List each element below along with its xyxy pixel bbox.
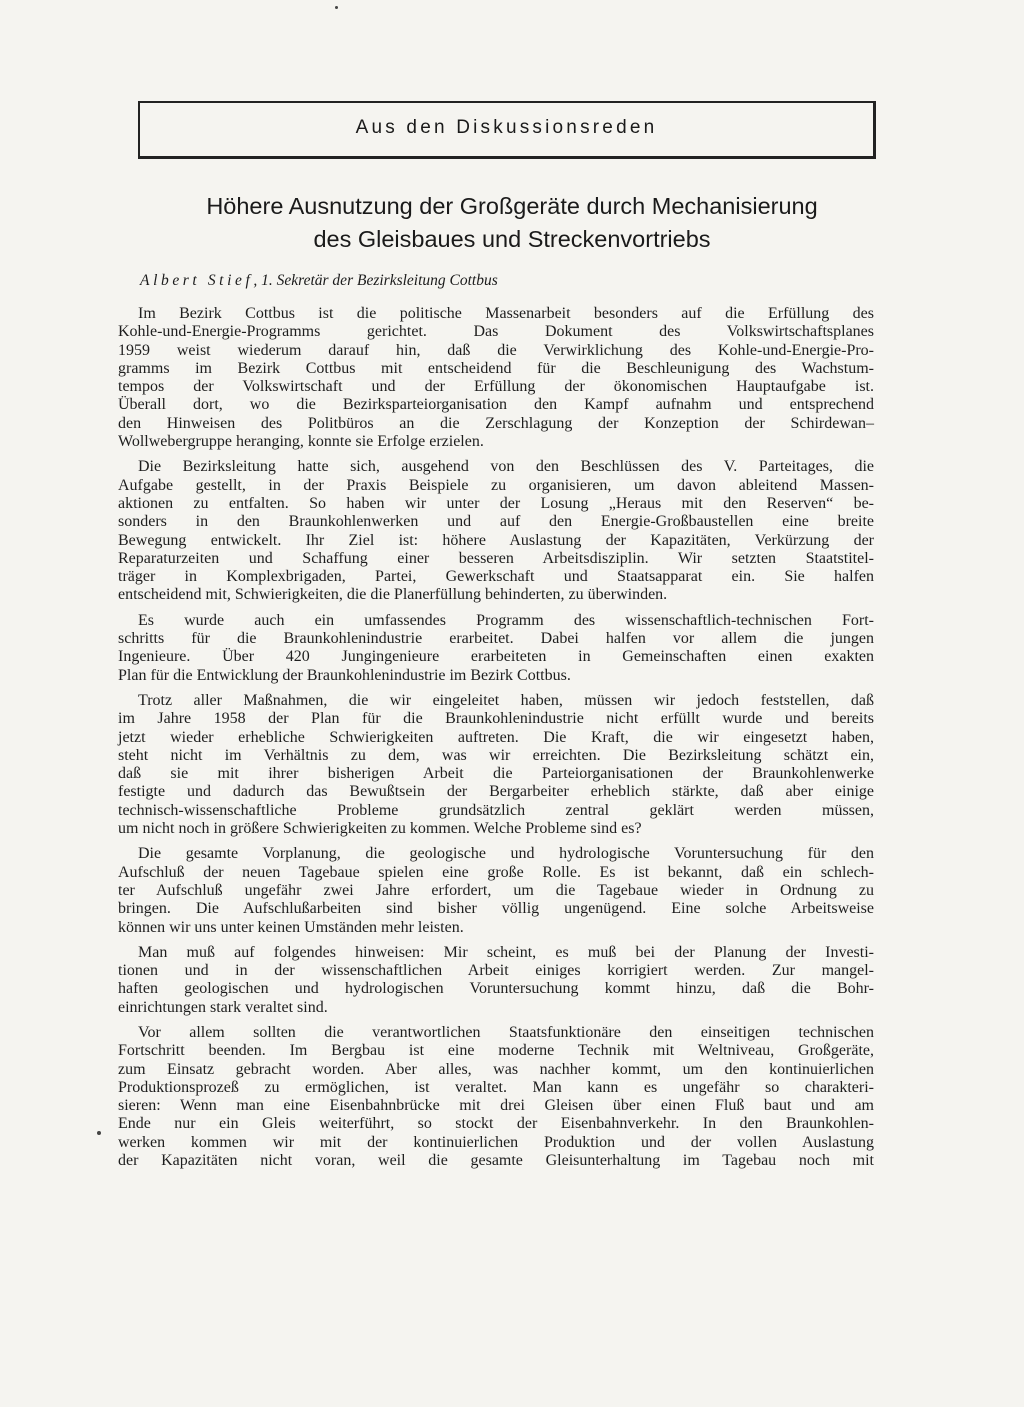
text-line: daß sie mit ihrer bisherigen Arbeit die Parteiorganisationen der Braunkohlenwerke [118,765,874,783]
paragraph-gap [118,451,874,458]
article-title [160,190,864,256]
paragraph-gap [118,1017,874,1024]
paragraph [118,305,874,451]
paragraph-gap [118,605,874,612]
text-line: Aufgabe gestellt, in der Praxis Beispiele zu organisieren, um davon ableitend Massen- [118,476,874,494]
text-line: schritts für die Braunkohlenindustrie erarbeitet. Dabei halfen vor allem die jungen [118,630,874,648]
article-title-line-1: Höhere Ausnutzung der Großgeräte durch Mechanisierung [206,193,818,219]
text-line: sonders in den Braunkohlenwerken und auf den Energie-Großbaustellen eine breite [118,513,874,531]
article-body [118,305,874,1170]
paragraph [118,612,874,685]
text-line: Trotz aller Maßnahmen, die wir eingeleitet haben, müssen wir jedoch feststellen, daß [138,691,874,709]
text-line: Die gesamte Vorplanung, die geologische und hydrologische Voruntersuchung für den [138,845,874,863]
text-line: haften geologischen und hydrologischen Voruntersuchung kommt hinzu, daß die Bohr- [118,980,874,998]
text-line: gramms im Bezirk Cottbus mit entscheidend für die Beschleunigung des Wachstum- [118,359,874,377]
text-line: Überall dort, wo die Bezirksparteiorganisation den Kampf aufnahm und entsprechend [118,396,874,414]
text-line: können wir uns unter keinen Umständen mehr leisten. [118,918,464,936]
text-line: im Jahre 1958 der Plan für die Braunkohlenindustrie nicht erfüllt wurde und bereits [118,710,874,728]
text-line: festigte und dadurch das Bewußtsein der Bergarbeiter erheblich stärkte, daß aber einige [118,783,874,801]
text-line: um nicht noch in größere Schwierigkeiten zu kommen. Welche Probleme sind es? [118,820,642,838]
text-line: einrichtungen stark veraltet sind. [118,998,328,1016]
text-line: Kohle-und-Energie-Programms gerichtet. Das Dokument des Volkswirtschaftsplanes [118,323,874,341]
paragraph [118,944,874,1017]
scan-speck [97,1131,101,1135]
text-line: Fortschritt beenden. Im Bergbau ist eine moderne Technik mit Weltniveau, Großgeräte, [118,1042,874,1060]
text-line: Produktionsprozeß zu ermöglichen, ist veraltet. Man kann es ungefähr so charakteri- [118,1078,874,1096]
text-line: jetzt wieder erhebliche Schwierigkeiten auftreten. Die Kraft, die wir eingesetzt haben, [118,728,874,746]
section-header-box [138,101,876,159]
paragraph-gap [118,685,874,692]
author-role: , 1. Sekretär der Bezirksleitung Cottbus [253,272,498,289]
paragraph-gap [118,838,874,845]
scan-speck [335,6,338,9]
text-line: technisch-wissenschaftliche Probleme grundsätzlich zentral geklärt werden müssen, [118,801,874,819]
text-line: Man muß auf folgendes hinweisen: Mir scheint, es muß bei der Planung der Investi- [138,943,874,961]
text-line: den Hinweisen des Politbüros an die Zerschlagung der Konzeption der Schirdewan– [118,414,874,432]
text-line: Es wurde auch ein umfassendes Programm des wissenschaftlich-technischen Fort- [138,611,874,629]
article-title-line-2: des Gleisbaues und Streckenvortriebs [313,226,711,252]
paragraph [118,458,874,604]
byline [140,272,880,290]
text-line: steht nicht im Verhältnis zu dem, was wir erreichten. Die Bezirksleitung schätzt ein, [118,746,874,764]
text-line: träger in Komplexbrigaden, Partei, Gewerkschaft und Staatsapparat ein. Sie halfen [118,568,874,586]
text-line: Vor allem sollten die verantwortlichen Staatsfunktionäre den einseitigen technischen [138,1023,874,1041]
text-line: 1959 weist wiederum darauf hin, daß die Verwirklichung des Kohle-und-Energie-Pro- [118,341,874,359]
text-line: aktionen zu entfalten. So haben wir unter der Losung „Heraus mit den Reserven“ be- [118,494,874,512]
text-line: Ingenieure. Über 420 Jungingenieure erarbeiteten in Gemeinschaften einen exakten [118,648,874,666]
paragraph [118,692,874,838]
text-line: der Kapazitäten nicht voran, weil die gesamte Gleisunterhaltung im Tagebau noch mit [118,1152,874,1170]
text-line: werken kommen wir mit der kontinuierlichen Produktion und der vollen Auslastung [118,1133,874,1151]
paragraph [118,1024,874,1170]
section-label: Aus den Diskussionsreden [355,117,658,138]
text-line: Wollwebergruppe heranging, konnte sie Erfolge erzielen. [118,433,484,451]
text-line: Im Bezirk Cottbus ist die politische Massenarbeit besonders auf die Erfüllung des [138,305,874,322]
text-line: Reparaturzeiten und Schaffung einer besseren Arbeitsdisziplin. Wir setzten Staatstitel- [118,549,874,567]
text-line: tempos der Volkswirtschaft und der Erfüllung der ökonomischen Hauptaufgabe ist. [118,378,874,396]
text-line: ter Aufschluß ungefähr zwei Jahre erfordert, um die Tagebaue wieder in Ordnung zu [118,881,874,899]
text-line: entscheidend mit, Schwierigkeiten, die die Planerfüllung behinderten, zu überwinden. [118,586,668,604]
paragraph [118,845,874,936]
text-line: zum Einsatz gebracht worden. Aber alles, was nachher kommt, um den kontinuierlichen [118,1060,874,1078]
paragraph-gap [118,937,874,944]
text-line: Plan für die Entwicklung der Braunkohlenindustrie im Bezirk Cottbus. [118,666,571,684]
text-line: tionen und in der wissenschaftlichen Arbeit einiges korrigiert werden. Zur mangel- [118,962,874,980]
text-line: Bewegung entwickelt. Ihr Ziel ist: höhere Auslastung der Kapazitäten, Verkürzung der [118,531,874,549]
author-name: Albert Stief [140,272,254,289]
text-line: Die Bezirksleitung hatte sich, ausgehend von den Beschlüssen des V. Parteitages, die [138,458,874,476]
text-line: bringen. Die Aufschlußarbeiten sind bisher völlig ungenügend. Eine solche Arbeitsweise [118,900,874,918]
text-line: Aufschluß der neuen Tagebaue spielen eine große Rolle. Es ist bekannt, daß ein schlech- [118,863,874,881]
text-line: Ende nur ein Gleis weiterführt, so stockt der Eisenbahnverkehr. In den Braunkohlen- [118,1115,874,1133]
text-line: sieren: Wenn man eine Eisenbahnbrücke mit drei Gleisen über einen Fluß baut und am [118,1097,874,1115]
